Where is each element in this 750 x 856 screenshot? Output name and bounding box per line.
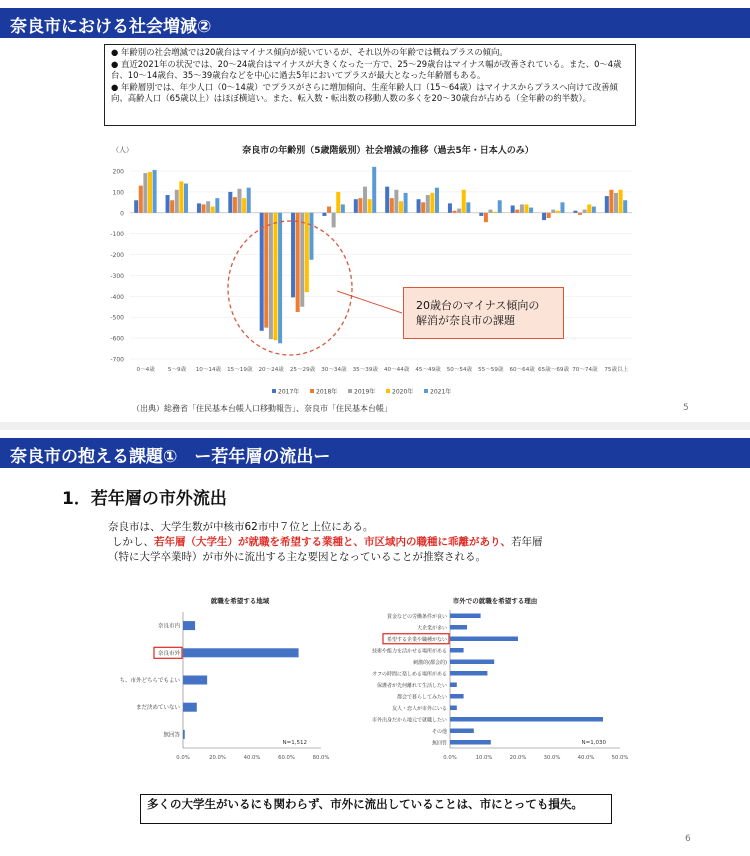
- bar-2018年-40〜44歳: [390, 198, 394, 213]
- bar-2020年-0〜4歳: [148, 172, 152, 213]
- bar-2018年-45〜49歳: [421, 202, 425, 212]
- y-tick-label: -700: [110, 356, 124, 364]
- legend-swatch: [272, 389, 276, 393]
- slide-title: 奈良市の抱える課題① ー若年層の流出ー: [0, 438, 750, 468]
- bar-2018年-5〜9歳: [170, 200, 174, 213]
- summary-box: [104, 44, 636, 126]
- x-tick-label: 40.0%: [577, 755, 595, 761]
- age-social-change-chart: [0, 138, 750, 413]
- category-label: ち、市外どちらでもよい: [119, 678, 180, 684]
- legend-swatch: [348, 389, 352, 393]
- bar-保護者が先何離れて生活したい: [450, 683, 457, 688]
- bar-2017年-70〜74歳: [573, 211, 577, 213]
- legend-swatch: [386, 389, 390, 393]
- category-label: 技術や能力を活かせる場所がある: [371, 648, 447, 655]
- bar-2021年-10〜14歳: [215, 198, 219, 213]
- bar-2017年-60〜64歳: [511, 205, 515, 212]
- legend-item: 2019年: [354, 388, 376, 396]
- bar-2021年-30〜34歳: [341, 204, 345, 212]
- bar-2021年-65歳〜69歳: [560, 202, 564, 212]
- bar-2017年-0〜4歳: [134, 200, 138, 213]
- bar-2017年-5〜9歳: [166, 195, 170, 213]
- y-tick-label: 200: [112, 168, 124, 176]
- bar-2020年-60〜64歳: [524, 204, 528, 212]
- reason-chart: [340, 588, 630, 768]
- x-tick-label: 30.0%: [543, 755, 561, 761]
- bar-2021年-60〜64歳: [529, 208, 533, 213]
- x-tick-label: 0〜4歳: [136, 367, 155, 373]
- y-tick-label: 100: [112, 189, 124, 197]
- x-tick-label: 45〜49歳: [415, 367, 441, 373]
- x-tick-label: 35〜39歳: [352, 367, 379, 373]
- x-tick-label: 20.0%: [509, 755, 527, 761]
- bar-2019年-55〜59歳: [489, 210, 493, 213]
- bar-2019年-20〜24歳: [269, 213, 273, 339]
- bar-その他: [450, 729, 474, 734]
- callout-connector: [337, 291, 402, 313]
- bar-2020年-35〜39歳: [368, 199, 372, 213]
- bar-2020年-75歳以上: [619, 190, 623, 213]
- x-tick-label: 70〜74歳: [572, 367, 598, 373]
- category-label: 無回答: [163, 732, 180, 739]
- page-number: 6: [685, 834, 691, 844]
- x-tick-label: 50〜54歳: [446, 367, 473, 373]
- bar-2021年-20〜24歳: [278, 213, 282, 344]
- x-tick-label: 30〜34歳: [321, 367, 347, 373]
- x-tick-label: 25〜29歳: [289, 367, 316, 373]
- bar-都会で暮らしてみたい: [450, 694, 464, 699]
- bar-2017年-65歳〜69歳: [542, 213, 546, 220]
- bar-2021年-45〜49歳: [435, 188, 439, 213]
- bar-2020年-50〜54歳: [462, 190, 466, 213]
- legend-item: 2021年: [430, 388, 452, 396]
- paragraph-3: （特に大学卒業時）が市外に流出する主な要因となっていることが推察される。: [108, 551, 486, 563]
- paragraph-2: [112, 535, 543, 550]
- bar-友人・恋人が市外にいる: [450, 706, 457, 711]
- x-tick-label: 15〜19歳: [227, 367, 253, 373]
- category-label: まだ決めていない: [135, 705, 180, 712]
- bar-2018年-30〜34歳: [327, 207, 331, 213]
- bar-賃金などの労働条件が良い: [450, 614, 481, 619]
- bar-刺激的(都会的): [450, 660, 494, 665]
- category-label: 賃金などの労働条件が良い: [386, 613, 447, 620]
- bar-2018年-75歳以上: [609, 190, 613, 213]
- bar-2019年-5〜9歳: [175, 190, 179, 213]
- bar-無回答: [450, 740, 491, 745]
- category-label: オフの時間に楽しめる場所がある: [372, 671, 447, 678]
- chart-title: 市外での就職を希望する理由: [452, 597, 538, 605]
- x-tick-label: 80.0%: [312, 755, 330, 761]
- bar-2021年-40〜44歳: [404, 193, 408, 213]
- bar-2020年-20〜24歳: [273, 213, 277, 340]
- bar-2017年-10〜14歳: [197, 203, 201, 212]
- bar-2017年-25〜29歳: [291, 213, 295, 298]
- bar-2018年-10〜14歳: [202, 204, 206, 212]
- bar-2020年-10〜14歳: [211, 207, 215, 213]
- conclusion-box: 多くの大学生がいるにも関わらず、市外に流出していることは、市にとっても損失。: [140, 794, 612, 824]
- bar-2018年-70〜74歳: [578, 213, 582, 215]
- bar-2021年-75歳以上: [623, 200, 627, 213]
- category-label: 奈良市外: [157, 650, 180, 657]
- bar-2017年-35〜39歳: [354, 199, 358, 213]
- bar-まだ決めていない: [183, 703, 197, 712]
- source-note: （出典）総務省「住民基本台帳人口移動報告」、奈良市「住民基本台帳」: [132, 404, 392, 413]
- y-tick-label: -100: [110, 231, 124, 239]
- bar-2019年-0〜4歳: [143, 173, 147, 213]
- bar-2019年-45〜49歳: [426, 195, 430, 213]
- bar-無回答: [183, 730, 185, 739]
- x-tick-label: 55〜59歳: [478, 367, 504, 373]
- y-tick-label: 0: [120, 210, 124, 218]
- bar-2021年-55〜59歳: [498, 200, 502, 213]
- bar-2018年-0〜4歳: [139, 186, 143, 213]
- category-label: その他: [431, 728, 447, 735]
- x-tick-label: 40〜44歳: [383, 367, 410, 373]
- bar-2018年-15〜19歳: [233, 197, 237, 213]
- x-tick-label: 20.0%: [209, 755, 226, 761]
- bar-ち、市外どちらでもよい: [183, 676, 207, 685]
- x-tick-label: 20〜24歳: [258, 367, 284, 373]
- paragraph-2-highlight: 若年層（大学生）が就職を希望する業種と、市区域内の職種に乖離があり、: [154, 536, 511, 548]
- x-tick-label: 10〜14歳: [195, 367, 222, 373]
- bar-2020年-15〜19歳: [242, 198, 246, 213]
- bar-2021年-70〜74歳: [592, 207, 596, 213]
- section-heading: 1．若年層の市外流出: [62, 489, 227, 509]
- bar-2018年-35〜39歳: [358, 198, 362, 213]
- slide-5: [0, 0, 750, 422]
- category-label: 奈良市内: [157, 623, 180, 630]
- desired-region-chart: [119, 588, 335, 768]
- bar-2019年-75歳以上: [614, 193, 618, 213]
- bar-2017年-15〜19歳: [228, 192, 232, 213]
- legend-swatch: [310, 389, 314, 393]
- bar-2019年-25〜29歳: [300, 213, 304, 307]
- x-tick-label: 65歳〜69歳: [538, 367, 570, 373]
- y-axis-unit: （人）: [112, 146, 133, 154]
- category-label: 希望する企業や職種がない: [386, 636, 447, 643]
- summary-bullet-3: ● 年齢層別では、年少人口（0〜14歳）でプラスがさらに増加傾向、生産年齢人口（15〜64歳）はマイナスからプラスへ向けて改善傾向、高齢人口（65歳以上）はほぼ横這い。また、転入数・転出数の移動人数の多くを20〜30歳台が占める（全年齢の約半数）。: [111, 81, 618, 104]
- bar-2018年-20〜24歳: [264, 213, 268, 328]
- bar-2019年-35〜39歳: [363, 187, 367, 213]
- bar-2018年-25〜29歳: [296, 213, 300, 312]
- y-tick-label: -400: [110, 293, 124, 301]
- y-tick-label: -600: [110, 335, 124, 343]
- bar-2021年-5〜9歳: [184, 184, 188, 213]
- bar-2020年-5〜9歳: [179, 181, 183, 212]
- chart-title: 就職を希望する地域: [210, 597, 270, 605]
- y-tick-label: -500: [110, 314, 124, 322]
- summary-bullet-2: ● 直近2021年の状況では、20〜24歳台はマイナスが大きくなった一方で、25〜29歳台はマイナス幅が改善されている。また、0〜4歳台、10〜14歳台、35〜39歳台などを中心に過去5年においてプラスが最大となった年齢層もある。: [111, 58, 622, 81]
- bar-2019年-50〜54歳: [457, 209, 461, 213]
- bar-2017年-55〜59歳: [479, 213, 483, 216]
- bar-2017年-30〜34歳: [322, 213, 326, 216]
- category-label: 保護者が先何離れて生活したい: [376, 682, 447, 689]
- legend-item: 2020年: [392, 388, 414, 396]
- bar-技術や能力を活かせる場所がある: [450, 648, 464, 653]
- bar-2020年-70〜74歳: [587, 204, 591, 212]
- bar-2021年-25〜29歳: [309, 213, 313, 260]
- paragraph-2-suffix: 若年層: [511, 536, 543, 548]
- callout-line-1: 20歳台のマイナス傾向の: [416, 299, 540, 312]
- page-number: 5: [683, 403, 689, 413]
- bar-大企業が多い: [450, 625, 467, 630]
- bar-2019年-40〜44歳: [394, 190, 398, 213]
- bar-奈良市内: [183, 621, 195, 630]
- bar-2020年-30〜34歳: [336, 192, 340, 213]
- bar-2018年-50〜54歳: [453, 211, 457, 213]
- slide-6: [0, 430, 750, 856]
- sample-size: N=1,512: [282, 740, 307, 746]
- x-tick-label: 60.0%: [278, 755, 295, 761]
- slide-title: 奈良市における社会増減②: [0, 8, 750, 38]
- category-label: 無回答: [431, 740, 447, 747]
- y-tick-label: -300: [110, 272, 124, 280]
- bar-2020年-45〜49歳: [430, 193, 434, 213]
- bar-2017年-75歳以上: [605, 196, 609, 213]
- bar-2018年-65歳〜69歳: [547, 213, 551, 218]
- x-tick-label: 0.0%: [176, 755, 190, 761]
- category-label: 刺激的(都会的): [413, 659, 447, 666]
- paragraph-1: 奈良市は、大学生数が中核市62市中７位と上位にある。: [108, 521, 374, 533]
- bar-2018年-60〜64歳: [515, 210, 519, 213]
- bar-市外出身だから地元で就職したい: [450, 717, 603, 722]
- category-label: 友人・恋人が市外にいる: [391, 705, 447, 712]
- bar-2021年-15〜19歳: [247, 188, 251, 213]
- bar-2021年-0〜4歳: [153, 170, 157, 213]
- x-tick-label: 50.0%: [611, 755, 629, 761]
- bar-2019年-70〜74歳: [583, 210, 587, 213]
- y-tick-label: -200: [110, 252, 124, 260]
- bar-2019年-10〜14歳: [206, 201, 210, 212]
- bar-2017年-40〜44歳: [385, 187, 389, 213]
- legend-swatch: [424, 389, 428, 393]
- bar-2020年-55〜59歳: [493, 212, 497, 213]
- bar-2019年-65歳〜69歳: [551, 210, 555, 213]
- bar-2017年-45〜49歳: [417, 199, 421, 213]
- chart-title: 奈良市の年齢別（5歳階級別）社会増減の推移（過去5年・日本人のみ）: [242, 146, 534, 156]
- x-tick-label: 10.0%: [475, 755, 493, 761]
- x-tick-label: 60〜64歳: [509, 367, 535, 373]
- bar-2019年-60〜64歳: [520, 204, 524, 212]
- bar-2017年-50〜54歳: [448, 203, 452, 212]
- category-label: 市外出身だから地元で就職したい: [371, 717, 447, 724]
- bar-2020年-40〜44歳: [399, 201, 403, 212]
- bar-2021年-50〜54歳: [466, 202, 470, 212]
- legend-item: 2018年: [316, 388, 338, 396]
- x-tick-label: 75歳以上: [604, 367, 629, 373]
- sample-size: N=1,030: [581, 740, 606, 746]
- bar-オフの時間に楽しめる場所がある: [450, 671, 487, 676]
- callout-line-2: 解消が奈良市の課題: [416, 314, 515, 327]
- bar-2021年-35〜39歳: [372, 167, 376, 213]
- bar-2020年-65歳〜69歳: [556, 211, 560, 213]
- bar-2020年-25〜29歳: [305, 213, 309, 292]
- bar-2019年-30〜34歳: [332, 213, 336, 228]
- x-tick-label: 5〜9歳: [167, 367, 187, 373]
- category-label: 都会で暮らしてみたい: [396, 694, 447, 701]
- bar-2017年-20〜24歳: [260, 213, 264, 331]
- paragraph-2-prefix: しかし、: [112, 536, 154, 548]
- bar-2019年-15〜19歳: [238, 189, 242, 213]
- x-tick-label: 0.0%: [443, 755, 457, 761]
- summary-bullet-1: ● 年齢別の社会増減では20歳台はマイナス傾向が続いているが、それ以外の年齢では概ねプラスの傾向。: [111, 47, 508, 57]
- legend-item: 2017年: [278, 388, 300, 396]
- x-tick-label: 40.0%: [243, 755, 261, 761]
- callout-box: [403, 287, 564, 339]
- bar-希望する企業や職種がない: [450, 637, 518, 642]
- bar-2018年-55〜59歳: [484, 213, 488, 222]
- bar-奈良市外: [183, 648, 299, 657]
- highlight-circle: [228, 221, 352, 355]
- category-label: 大企業が多い: [416, 625, 447, 632]
